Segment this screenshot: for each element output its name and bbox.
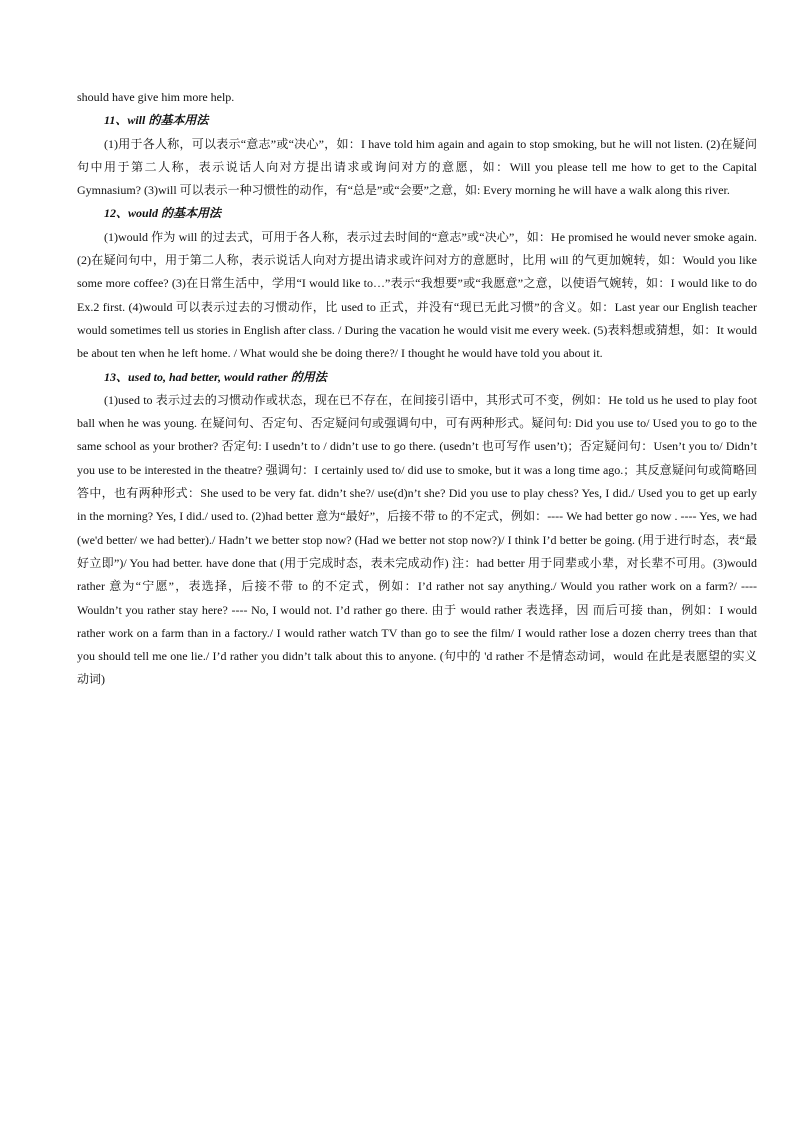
section-heading-used-to: 13、used to, had better, would rather 的用法	[104, 369, 327, 384]
section-heading-will: 11、will 的基本用法	[104, 113, 209, 128]
section-body-would: (1)would 作为 will 的过去式，可用于各人称，表示过去时间的“意志”或“决心”，如：He promised he would never smoke again. (2)在疑问句中，用于第二人称，表示说话人向对方提出请求或许问对方的意愿时，比用 will 的气更加婉转，如：Would you like some more coffee? (3)在日常生活中，学用“I would like to…”表示“我想要”或“我愿意”之意，以使语气婉转，如：I would like to do Ex.2 first. (4)would 可以表示过去的习惯动作，比 used to 正式，并没有“现已无此习惯”的含义。如：Last year our English teacher would sometimes tell us stories in English after class. / During the vacation he would visit me every week. (5)表料想或猜想，如：It would be about ten when he left home. / What would she be doing there?/ I thought he would have told you about it.	[77, 229, 757, 361]
section-body-used-to: (1)used to 表示过去的习惯动作或状态，现在已不存在，在间接引语中，其形式可不变，例如：He told us he used to play foot ball when he was young. 在疑问句、否定句、否定疑问句或强调句中，可有两种形式。疑问句: Did you use to/ Used you to go to the same school as your brother? 否定句: I usedn’t to / didn’t use to go there. (usedn’t 也可写作 usen’t)；否定疑问句：Usen’t you to/ Didn’t you use to be interested in the theatre? 强调句：I certainly used to/ did use to smoke, but it was a long time ago.；其反意疑问句或简略回答中，也有两种形式：She used to be very fat. didn’t she?/ use(d)n’t she? Did you use to play chess? Yes, I did./ Used you to get up early in the morning? Yes, I did./ used to. (2)had better 意为“最好”，后接不带 to 的不定式，例如：---- We had better go now . ---- Yes, we had (we'd better/ we had better)./ Hadn’t we better stop now? (Had we better not stop now?)/ I think I’d better be going. (用于进行时态，表“最好立即”)/ You had better. have done that (用于完成时态，表未完成动作) 注：had better 用于同辈或小辈，对长辈不可用。(3)would rather 意为“宁愿”，表选择，后接不带 to 的不定式，例如：I’d rather not say anything./ Would you rather work on a farm?/ ---- Wouldn’t you rather stay here? ---- No, I would not. I’d rather go there. 由于 would rather 表选择，因 而后可接 than，例如：I would rather work on a farm than in a factory./ I would rather watch TV than go to see the film/ I would rather lose a dozen cherry trees than that you should tell me one lie./ I’d rather you didn’t talk about this to anyone. (句中的 'd rather 不是情态动词，would 在此是表愿望的实义动词)	[77, 392, 757, 687]
document-page	[77, 86, 757, 692]
intro-line: should have give him more help.	[77, 90, 235, 104]
section-heading-would: 12、would 的基本用法	[104, 206, 222, 221]
section-body-will: (1)用于各人称，可以表示“意志”或“决心”，如：I have told him again and again to stop smoking, but he will not listen. (2)在疑问句中用于第二人称，表示说话人向对方提出请求或询问对方的意愿，如：Will you please tell me how to get to the Capital Gymnasium? (3)will 可以表示一种习惯性的动作，有“总是”或“会要”之意，如: Every morning he will have a walk along this river.	[77, 136, 757, 198]
